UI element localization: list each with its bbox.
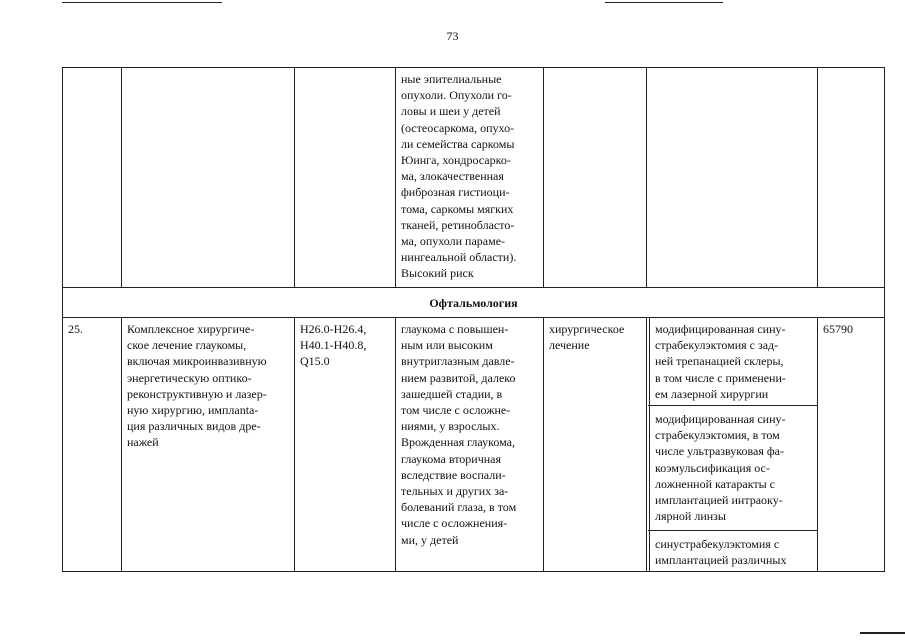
col-line-6-bottom: [817, 317, 818, 572]
header-rule-right: [605, 2, 723, 3]
col-line-7: [884, 67, 885, 572]
method-2: модифицированная сину- страбекулэктомия, в том числе ультразвуковая фа- коэмульсификация ос- ложненной катаракты с имплантацией интраоку- лярной линзы: [655, 412, 786, 524]
treatment-type: хирургическое лечение: [549, 322, 625, 353]
col-line-5-bottom: [646, 317, 647, 572]
col-line-4-bottom: [543, 317, 544, 572]
method-3: синустрабекулэктомия с имплантацией различных: [655, 537, 787, 568]
table-bottom-border: [62, 571, 885, 572]
price: 65790: [823, 322, 853, 336]
col-line-4-top: [543, 67, 544, 288]
method-divider-2: [648, 530, 818, 531]
icd-codes: H26.0-H26.4, H40.1-H40.8, Q15.0: [300, 322, 367, 369]
footer-rule: [860, 632, 905, 634]
col-line-5-top: [646, 67, 647, 288]
col-line-1-top: [121, 67, 122, 288]
method-1: модифицированная сину- страбекулэктомия с зад- ней трепанацией склеры, в том числе с применени- ем лазерной хирургии: [655, 322, 786, 401]
diagnosis-continuation: ные эпителиальные опухоли. Опухоли го- ловы и шеи у детей (остеосаркома, опухо- ли семейства саркомы Юинга, хондросарко- ма, злокачественная фиброзная гистиоци- тома, саркомы мягких тканей, ретинобласто- ма, опухоли параме- нингеальной области). Высокий риск: [401, 72, 517, 281]
service-name: Комплексное хирургиче- ское лечение глаукомы, включая микроинвазивную энергетическую оптико- реконструктивную и лазер- ную хирургию, имплanta- ция различных видов дре- нажей: [127, 322, 267, 450]
col-line-6-top: [817, 67, 818, 288]
page-number: 73: [446, 29, 459, 43]
method-divider-1: [648, 405, 818, 406]
table-top-border: [62, 67, 885, 68]
section-title: Офтальмология: [429, 295, 518, 310]
row-number: 25.: [68, 322, 83, 336]
header-rule-left: [62, 2, 222, 3]
col-line-2-top: [294, 67, 295, 288]
diagnosis: глаукома с повышен- ным или высоким внутриглазным давле- нием развитой, далеко зашедшей стадии, в том числе с осложне- ниями, у взрослых. Врожденная глаукома, глаукома вторичная вследствие воспали- тельных и других за- болеваний глаза, в том числе с осложнения- ми, у детей: [401, 322, 517, 547]
